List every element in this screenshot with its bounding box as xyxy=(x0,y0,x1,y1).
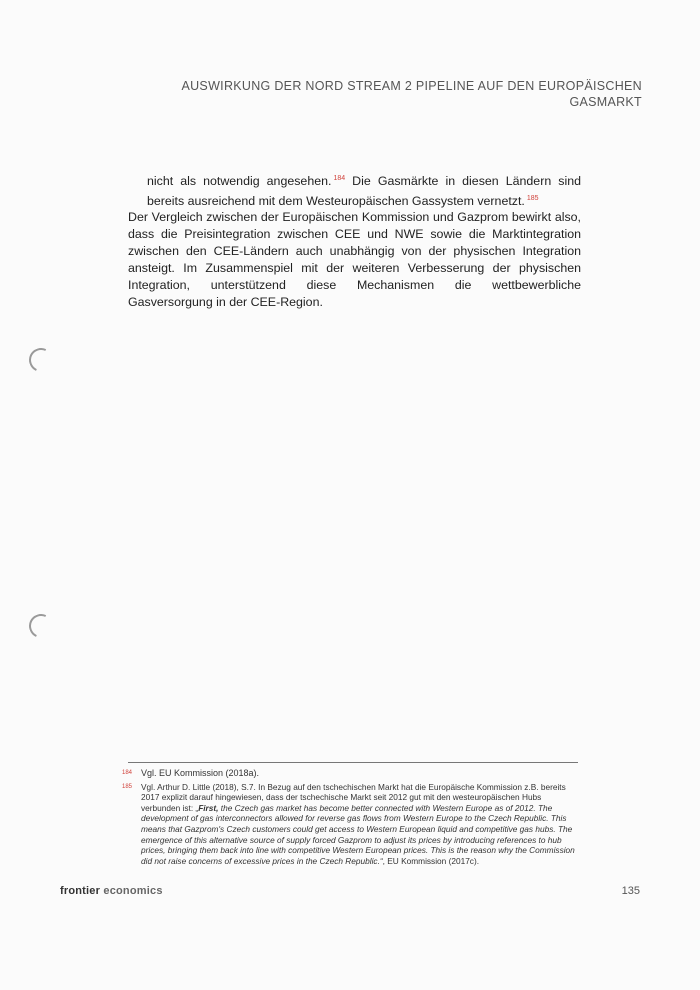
header-line-1: AUSWIRKUNG DER NORD STREAM 2 PIPELINE AUF DEN EUROPÄISCHEN xyxy=(181,79,642,93)
footnote-185 xyxy=(122,782,580,867)
paragraph-1 xyxy=(128,170,581,210)
quote-body: the Czech gas market has become better connected with Western Europe as of 2012. The development of gas interconnectors allowed for reverse gas flows from Western Europe to the Czech Republic. This means that Gazprom's Czech customers could get access to Western European liquid and competitive gas hubs. The emergence of this alternative source of supply forced Gazprom to adjust its prices by introducing references to hub prices, bringing them back into line with competitive Western European prices. This is the reason why the Commission did not raise concerns of excessive prices in the Czech Republic.“ xyxy=(141,802,575,866)
frontier-economics-logo xyxy=(60,885,163,897)
footnotes-section xyxy=(122,768,580,869)
footnote-text xyxy=(141,782,580,867)
footnote-ref-185[interactable]: 185 xyxy=(526,195,539,202)
paragraph-1-text-a: nicht als notwendig angesehen. xyxy=(147,174,332,188)
footnote-divider xyxy=(128,762,578,763)
footnote-number: 185 xyxy=(122,783,133,790)
paragraph-1-text-b: Die Gasmärkte in diesen Ländern sind bereits ausreichend mit dem Westeuropäischen Gassystem vernetzt. xyxy=(147,174,581,208)
header-line-2: GASMARKT xyxy=(569,95,642,109)
running-header xyxy=(172,78,642,110)
footnote-ref-184[interactable]: 184 xyxy=(333,175,346,182)
logo-word-1: frontier xyxy=(60,885,101,897)
footnote-text: Vgl. EU Kommission (2018a). xyxy=(141,768,260,778)
footnote-citation: , EU Kommission (2017c). xyxy=(382,855,480,866)
punch-hole-mark xyxy=(26,345,57,376)
punch-hole-mark xyxy=(26,611,57,642)
footnote-intro: Vgl. Arthur D. Little (2018), S.7. In Bezug auf den tschechischen Markt hat die Europäische Kommission z.B. bereits 2017 explizit darauf hingewiesen, dass der tschechische Markt seit 2012 gut mit den westeuropäischen Hubs verbunden ist: „ xyxy=(141,781,566,813)
logo-word-2: economics xyxy=(103,885,163,897)
paragraph-2: Der Vergleich zwischen der Europäischen Kommission und Gazprom bewirkt also, dass die Preisintegration zwischen CEE und NWE sowie die Marktintegration zwischen den CEE-Ländern auch unabhängig von der physischen Integration ansteigt. Im Zusammenspiel mit der weiteren Verbesserung der physischen Integration, unterstützend diese Mechanismen die wettbewerbliche Gasversorgung in der CEE-Region. xyxy=(128,210,581,309)
footnote-number: 184 xyxy=(122,770,133,776)
quote-lead: First, xyxy=(198,802,219,813)
page-number: 135 xyxy=(621,885,640,897)
footnote-184 xyxy=(122,768,580,779)
